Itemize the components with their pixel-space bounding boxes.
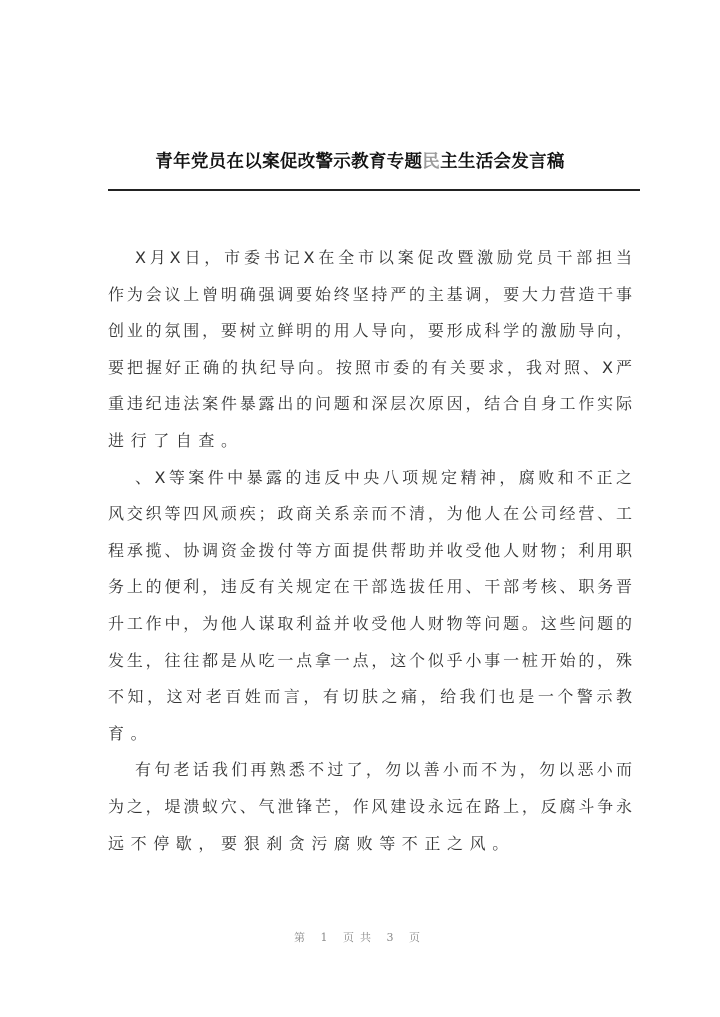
paragraph-line: 升工作中，为他人谋取利益并收受他人财物等问题。这些问题的 (108, 613, 632, 633)
paragraph-line: 发生，往往都是从吃一点拿一点，这个似乎小事一桩开始的，殊 (108, 650, 632, 670)
paragraph-line: 重违纪违法案件暴露出的问题和深层次原因，结合自身工作实际 (108, 394, 632, 414)
paragraph-line: 为之，堤溃蚁穴、气泄锋芒，作风建设永远在路上，反腐斗争永 (108, 796, 632, 816)
paragraph-line: 、X等案件中暴露的违反中央八项规定精神，腐败和不正之 (135, 467, 632, 487)
paragraph-line: X月X日，市委书记X在全市以案促改暨激励党员干部担当 (135, 248, 632, 267)
paragraph-line: 创业的氛围，要树立鲜明的用人导向，要形成科学的激励导向， (108, 321, 632, 341)
document-body (108, 246, 632, 868)
title-part: 民 (422, 152, 441, 172)
paragraph-line: 进行了自查。 (108, 430, 244, 450)
paragraph-line: 程承揽、协调资金拨付等方面提供帮助并收受他人财物；利用职 (108, 540, 632, 560)
page-footer: 第 1 页共 3 页 (294, 931, 426, 944)
paragraph-line: 远不停歇，要狠刹贪污腐败等不正之风。 (108, 833, 515, 853)
paragraph-line: 风交织等四风顽疾；政商关系亲而不清，为他人在公司经营、工 (108, 504, 632, 524)
title-divider (108, 189, 640, 191)
paragraph-line: 务上的便利，违反有关规定在干部选拔任用、干部考核、职务晋 (108, 577, 632, 597)
paragraph-line: 有句老话我们再熟悉不过了，勿以善小而不为，勿以恶小而 (135, 760, 632, 780)
paragraph-line: 要把握好正确的执纪导向。按照市委的有关要求，我对照、X严 (108, 357, 632, 377)
paragraph-line: 育。 (108, 723, 154, 743)
title-part: 青年党员在以案促改警示教育专题 (155, 152, 423, 172)
title-part: 主生活会发言稿 (440, 152, 565, 172)
paragraph-line: 作为会议上曾明确强调要始终坚持严的主基调，要大力营造干事 (108, 284, 632, 304)
document-title (0, 148, 720, 173)
paragraph-line: 不知，这对老百姓而言，有切肤之痛，给我们也是一个警示教 (108, 687, 632, 707)
